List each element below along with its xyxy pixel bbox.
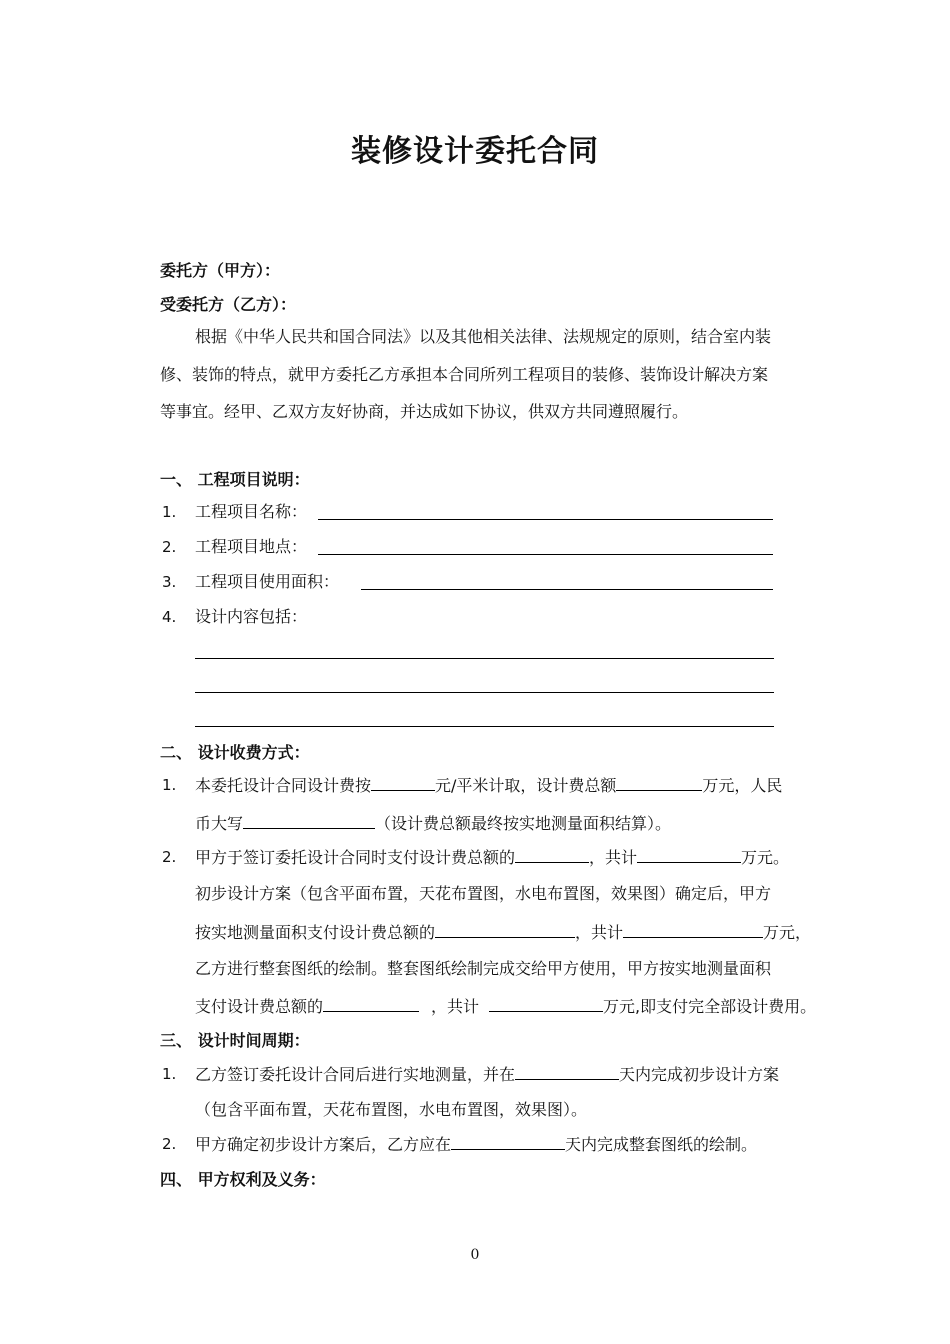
- first-payment-percent-field[interactable]: [515, 845, 589, 863]
- preliminary-days-field[interactable]: [515, 1062, 619, 1080]
- page-number: 0: [470, 1247, 480, 1263]
- design-content-line-1[interactable]: [195, 658, 774, 659]
- fee-line-2: [195, 811, 671, 836]
- full-drawing-days-field[interactable]: [451, 1132, 565, 1150]
- fee-text-a: 本委托设计合同设计费按: [195, 776, 372, 795]
- fee-total-field[interactable]: [616, 773, 702, 791]
- second-payment-percent-field[interactable]: [435, 920, 575, 938]
- payment-text-k: 万元,即支付完全部设计费用。: [603, 997, 817, 1016]
- payment-text-i: 支付设计费总额的: [195, 997, 324, 1016]
- fee-text-b: 元/平米计取，设计费总额: [435, 776, 617, 795]
- document-title: 装修设计委托合同: [351, 134, 599, 169]
- final-payment-percent-field[interactable]: [323, 994, 419, 1012]
- payment-text-b: ，共计: [589, 848, 638, 867]
- party-a-label: 委托方（甲方）：: [160, 261, 281, 280]
- list-number: 3.: [162, 573, 177, 591]
- intro-line-2: 修、装饰的特点，就甲方委托乙方承担本合同所列工程项目的装修、装饰设计解决方案: [160, 365, 769, 384]
- list-number: 2.: [162, 1135, 177, 1153]
- schedule-text-d: 天内完成整套图纸的绘制。: [565, 1135, 758, 1154]
- fee-rate-field[interactable]: [371, 773, 435, 791]
- payment-line-3: [195, 920, 811, 945]
- fee-text-d: 币大写: [195, 814, 244, 833]
- payment-text-c: 万元。: [741, 848, 790, 867]
- final-payment-amount-field[interactable]: [489, 994, 603, 1012]
- project-location-label: 工程项目地点：: [195, 537, 308, 556]
- project-location-field[interactable]: [318, 554, 773, 555]
- section-1-heading: 一、 工程项目说明：: [160, 470, 310, 489]
- list-number: 1.: [162, 776, 177, 794]
- party-b-label: 受委托方（乙方）：: [160, 295, 297, 314]
- payment-line-1: [195, 845, 789, 870]
- design-content-line-2[interactable]: [195, 692, 774, 693]
- project-area-field[interactable]: [361, 589, 773, 590]
- payment-text-a: 甲方于签订委托设计合同时支付设计费总额的: [195, 848, 516, 867]
- payment-text-j: ，共计: [431, 997, 480, 1016]
- fee-text-e: （设计费总额最终按实地测量面积结算）。: [375, 814, 672, 833]
- payment-text-f: ，共计: [575, 923, 624, 942]
- fee-line-1: [195, 773, 782, 798]
- section-3-heading: 三、 设计时间周期：: [160, 1031, 310, 1050]
- project-area-label: 工程项目使用面积：: [195, 572, 340, 591]
- list-number: 1.: [162, 503, 177, 521]
- payment-line-2: 初步设计方案（包含平面布置，天花布置图，水电布置图，效果图）确定后，甲方: [195, 884, 772, 903]
- schedule-text-a: 乙方签订委托设计合同后进行实地测量，并在: [195, 1065, 516, 1084]
- list-number: 2.: [162, 538, 177, 556]
- section-4-heading: 四、 甲方权利及义务：: [160, 1170, 326, 1189]
- fee-text-c: 万元，人民: [702, 776, 783, 795]
- schedule-text-c: 甲方确定初步设计方案后，乙方应在: [195, 1135, 452, 1154]
- section-2-heading: 二、 设计收费方式：: [160, 743, 310, 762]
- design-content-line-3[interactable]: [195, 726, 774, 727]
- second-payment-amount-field[interactable]: [623, 920, 763, 938]
- project-name-field[interactable]: [318, 519, 773, 520]
- fee-capital-field[interactable]: [243, 811, 375, 829]
- payment-line-5: [195, 994, 816, 1019]
- payment-text-e: 按实地测量面积支付设计费总额的: [195, 923, 436, 942]
- list-number: 1.: [162, 1065, 177, 1083]
- project-name-label: 工程项目名称：: [195, 502, 308, 521]
- schedule-line-3: [195, 1132, 757, 1157]
- list-number: 4.: [162, 608, 177, 626]
- schedule-line-1: [195, 1062, 779, 1087]
- payment-text-g: 万元，: [763, 923, 812, 942]
- design-content-label: 设计内容包括：: [195, 607, 308, 626]
- first-payment-amount-field[interactable]: [637, 845, 741, 863]
- payment-line-4: 乙方进行整套图纸的绘制。整套图纸绘制完成交给甲方使用，甲方按实地测量面积: [195, 959, 772, 978]
- intro-line-3: 等事宜。经甲、乙双方友好协商，并达成如下协议，供双方共同遵照履行。: [160, 402, 689, 421]
- list-number: 2.: [162, 848, 177, 866]
- schedule-text-b: 天内完成初步设计方案: [619, 1065, 780, 1084]
- schedule-line-2: （包含平面布置，天花布置图，水电布置图，效果图）。: [195, 1100, 588, 1119]
- intro-line-1: 根据《中华人民共和国合同法》以及其他相关法律、法规规定的原则，结合室内装: [195, 327, 772, 346]
